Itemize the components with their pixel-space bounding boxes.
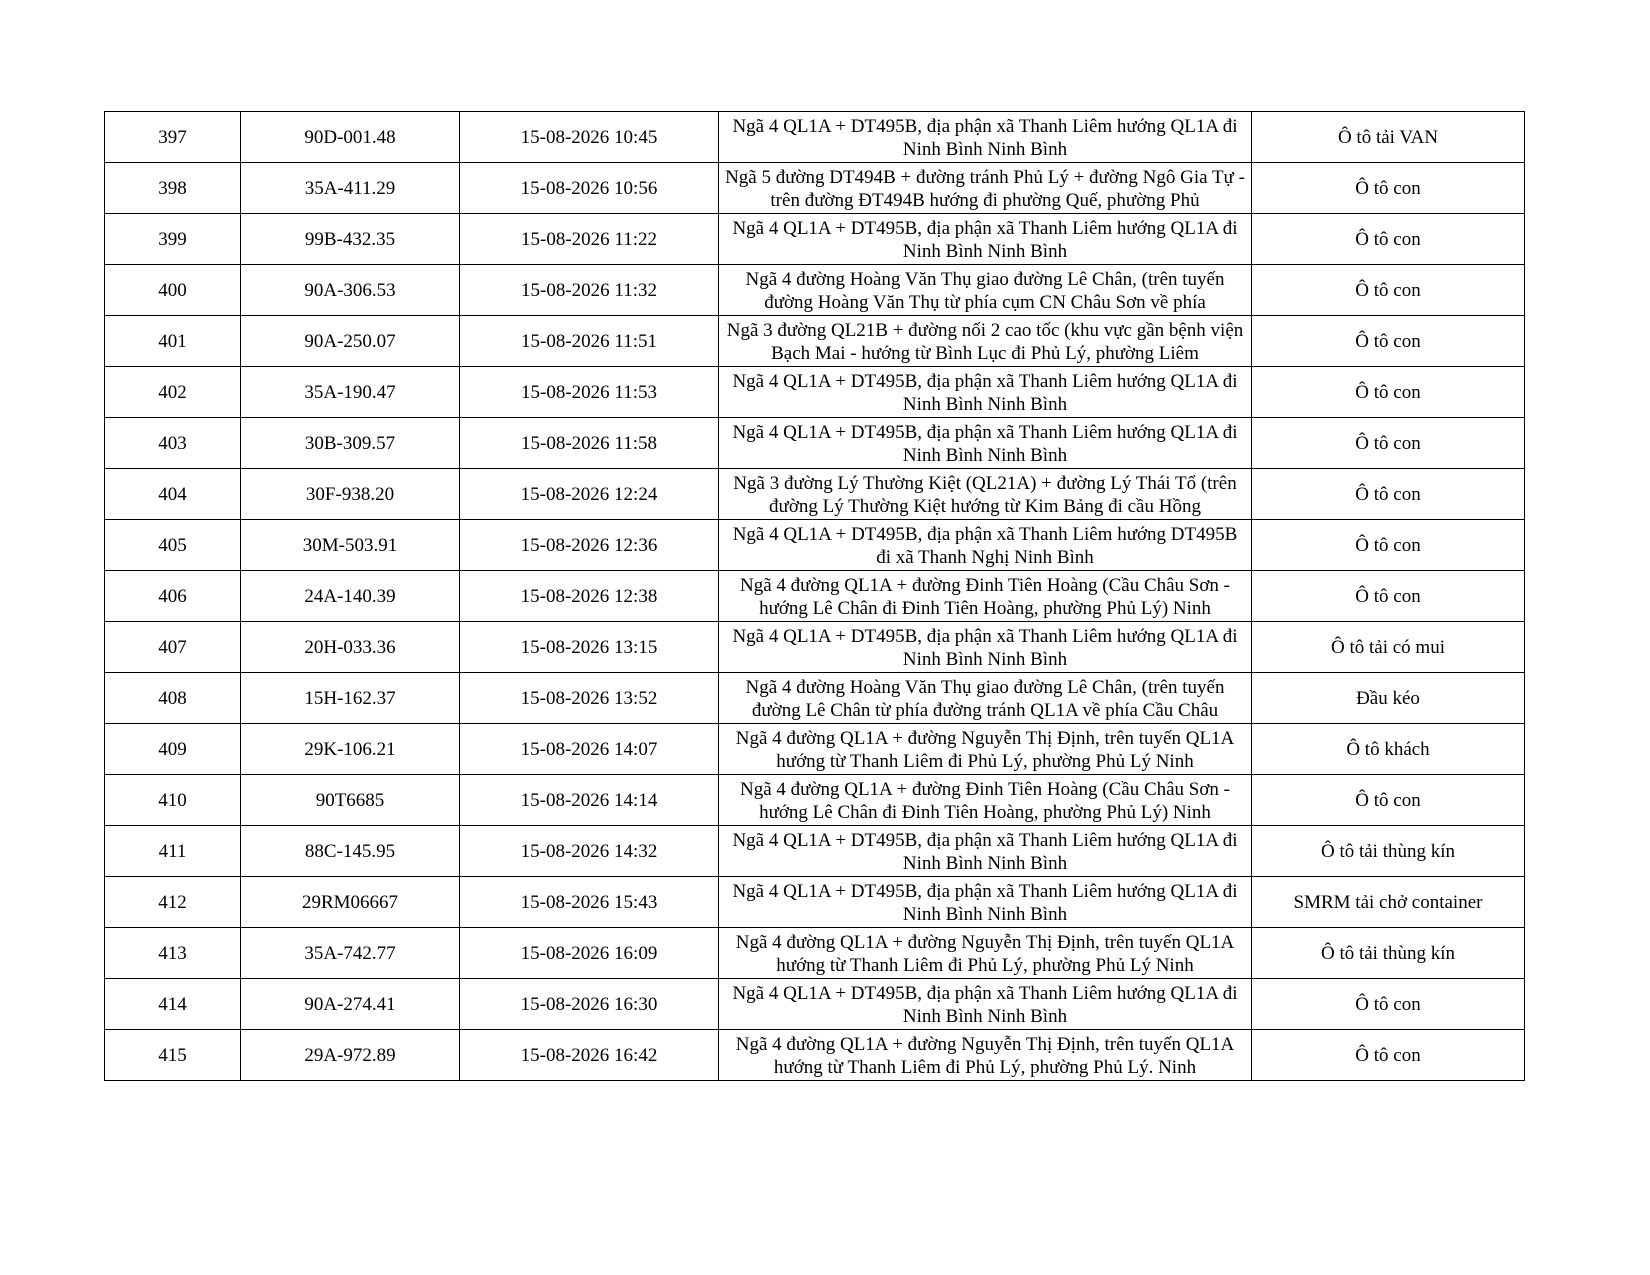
vehicle-type-cell: Ô tô con xyxy=(1252,214,1525,265)
row-number-cell: 398 xyxy=(105,163,241,214)
location-text: Ngã 4 QL1A + DT495B, địa phận xã Thanh Liêm hướng QL1A đi Ninh Bình Ninh Bình xyxy=(732,830,1238,874)
vehicle-type-cell: SMRM tải chở container xyxy=(1252,877,1525,928)
table-row xyxy=(105,418,1525,469)
location-cell xyxy=(719,520,1252,571)
license-plate-cell: 30B-309.57 xyxy=(241,418,460,469)
vehicle-type-cell: Ô tô tải thùng kín xyxy=(1252,928,1525,979)
row-number-cell: 404 xyxy=(105,469,241,520)
violation-time-cell: 15-08-2026 13:52 xyxy=(460,673,719,724)
table-row xyxy=(105,928,1525,979)
license-plate-cell: 35A-411.29 xyxy=(241,163,460,214)
table-row xyxy=(105,265,1525,316)
violation-time-cell: 15-08-2026 11:22 xyxy=(460,214,719,265)
license-plate-cell: 30F-938.20 xyxy=(241,469,460,520)
violations-table xyxy=(104,111,1525,1081)
location-text: Ngã 4 QL1A + DT495B, địa phận xã Thanh Liêm hướng QL1A đi Ninh Bình Ninh Bình xyxy=(732,116,1238,160)
vehicle-type-cell: Ô tô con xyxy=(1252,163,1525,214)
table-row xyxy=(105,826,1525,877)
violation-time-cell: 15-08-2026 13:15 xyxy=(460,622,719,673)
table-row xyxy=(105,520,1525,571)
violation-time-cell: 15-08-2026 16:30 xyxy=(460,979,719,1030)
license-plate-cell: 90A-250.07 xyxy=(241,316,460,367)
row-number-cell: 403 xyxy=(105,418,241,469)
violation-time-cell: 15-08-2026 16:09 xyxy=(460,928,719,979)
row-number-cell: 405 xyxy=(105,520,241,571)
location-cell xyxy=(719,622,1252,673)
row-number-cell: 415 xyxy=(105,1030,241,1081)
violation-time-cell: 15-08-2026 14:07 xyxy=(460,724,719,775)
license-plate-cell: 29RM06667 xyxy=(241,877,460,928)
location-text: Ngã 4 đường QL1A + đường Nguyễn Thị Định, trên tuyến QL1A hướng từ Thanh Liêm đi Phủ Lý, phường Phủ Lý. Ninh xyxy=(735,1034,1235,1078)
location-cell xyxy=(719,979,1252,1030)
table-row xyxy=(105,316,1525,367)
row-number-cell: 400 xyxy=(105,265,241,316)
location-text: Ngã 4 QL1A + DT495B, địa phận xã Thanh Liêm hướng QL1A đi Ninh Bình Ninh Bình xyxy=(732,881,1238,925)
location-text: Ngã 3 đường QL21B + đường nối 2 cao tốc (khu vực gần bệnh viện Bạch Mai - hướng từ Bình Lục đi Phủ Lý, phường Liêm xyxy=(726,320,1244,364)
location-cell xyxy=(719,724,1252,775)
row-number-cell: 399 xyxy=(105,214,241,265)
table-row xyxy=(105,163,1525,214)
table-row xyxy=(105,1030,1525,1081)
violation-time-cell: 15-08-2026 12:38 xyxy=(460,571,719,622)
license-plate-cell: 20H-033.36 xyxy=(241,622,460,673)
vehicle-type-cell: Ô tô con xyxy=(1252,367,1525,418)
location-text: Ngã 4 đường QL1A + đường Nguyễn Thị Định, trên tuyến QL1A hướng từ Thanh Liêm đi Phủ Lý, phường Phủ Lý Ninh xyxy=(735,728,1235,772)
violation-time-cell: 15-08-2026 12:36 xyxy=(460,520,719,571)
row-number-cell: 402 xyxy=(105,367,241,418)
table-row xyxy=(105,877,1525,928)
row-number-cell: 408 xyxy=(105,673,241,724)
violation-time-cell: 15-08-2026 15:43 xyxy=(460,877,719,928)
location-cell xyxy=(719,571,1252,622)
vehicle-type-cell: Ô tô con xyxy=(1252,316,1525,367)
row-number-cell: 401 xyxy=(105,316,241,367)
vehicle-type-cell: Đầu kéo xyxy=(1252,673,1525,724)
location-cell xyxy=(719,877,1252,928)
violation-time-cell: 15-08-2026 14:32 xyxy=(460,826,719,877)
license-plate-cell: 90D-001.48 xyxy=(241,112,460,163)
location-text: Ngã 4 QL1A + DT495B, địa phận xã Thanh Liêm hướng DT495B đi xã Thanh Nghị Ninh Bình xyxy=(732,524,1238,568)
row-number-cell: 409 xyxy=(105,724,241,775)
row-number-cell: 407 xyxy=(105,622,241,673)
row-number-cell: 410 xyxy=(105,775,241,826)
violation-time-cell: 15-08-2026 11:53 xyxy=(460,367,719,418)
vehicle-type-cell: Ô tô tải VAN xyxy=(1252,112,1525,163)
license-plate-cell: 30M-503.91 xyxy=(241,520,460,571)
location-text: Ngã 4 QL1A + DT495B, địa phận xã Thanh Liêm hướng QL1A đi Ninh Bình Ninh Bình xyxy=(732,218,1238,262)
violation-time-cell: 15-08-2026 11:32 xyxy=(460,265,719,316)
location-text: Ngã 4 đường QL1A + đường Đinh Tiên Hoàng (Cầu Châu Sơn - hướng Lê Chân đi Đinh Tiên Hoàng, phường Phủ Lý) Ninh xyxy=(739,779,1230,823)
row-number-cell: 412 xyxy=(105,877,241,928)
table-row xyxy=(105,979,1525,1030)
vehicle-type-cell: Ô tô con xyxy=(1252,775,1525,826)
row-number-cell: 397 xyxy=(105,112,241,163)
table-row xyxy=(105,214,1525,265)
license-plate-cell: 35A-742.77 xyxy=(241,928,460,979)
violation-time-cell: 15-08-2026 14:14 xyxy=(460,775,719,826)
license-plate-cell: 90T6685 xyxy=(241,775,460,826)
location-text: Ngã 4 đường QL1A + đường Đinh Tiên Hoàng (Cầu Châu Sơn - hướng Lê Chân đi Đinh Tiên Hoàng, phường Phủ Lý) Ninh xyxy=(739,575,1230,619)
location-cell xyxy=(719,469,1252,520)
license-plate-cell: 24A-140.39 xyxy=(241,571,460,622)
license-plate-cell: 99B-432.35 xyxy=(241,214,460,265)
vehicle-type-cell: Ô tô con xyxy=(1252,1030,1525,1081)
location-cell xyxy=(719,928,1252,979)
vehicle-type-cell: Ô tô con xyxy=(1252,418,1525,469)
location-cell xyxy=(719,214,1252,265)
license-plate-cell: 90A-306.53 xyxy=(241,265,460,316)
location-cell xyxy=(719,112,1252,163)
vehicle-type-cell: Ô tô con xyxy=(1252,265,1525,316)
license-plate-cell: 35A-190.47 xyxy=(241,367,460,418)
license-plate-cell: 15H-162.37 xyxy=(241,673,460,724)
location-text: Ngã 3 đường Lý Thường Kiệt (QL21A) + đường Lý Thái Tổ (trên đường Lý Thường Kiệt hướng từ Kim Bảng đi cầu Hồng xyxy=(733,473,1237,517)
license-plate-cell: 88C-145.95 xyxy=(241,826,460,877)
violation-time-cell: 15-08-2026 11:58 xyxy=(460,418,719,469)
location-cell xyxy=(719,1030,1252,1081)
table-row xyxy=(105,673,1525,724)
violation-time-cell: 15-08-2026 12:24 xyxy=(460,469,719,520)
table-row xyxy=(105,571,1525,622)
location-cell xyxy=(719,316,1252,367)
vehicle-type-cell: Ô tô con xyxy=(1252,571,1525,622)
table-row xyxy=(105,622,1525,673)
location-cell xyxy=(719,163,1252,214)
location-cell xyxy=(719,775,1252,826)
vehicle-type-cell: Ô tô tải có mui xyxy=(1252,622,1525,673)
table-row xyxy=(105,367,1525,418)
row-number-cell: 413 xyxy=(105,928,241,979)
vehicle-type-cell: Ô tô con xyxy=(1252,520,1525,571)
violation-time-cell: 15-08-2026 16:42 xyxy=(460,1030,719,1081)
table-row xyxy=(105,775,1525,826)
license-plate-cell: 29A-972.89 xyxy=(241,1030,460,1081)
location-text: Ngã 4 đường QL1A + đường Nguyễn Thị Định, trên tuyến QL1A hướng từ Thanh Liêm đi Phủ Lý, phường Phủ Lý Ninh xyxy=(735,932,1235,976)
location-cell xyxy=(719,673,1252,724)
location-text: Ngã 4 QL1A + DT495B, địa phận xã Thanh Liêm hướng QL1A đi Ninh Bình Ninh Bình xyxy=(732,371,1238,415)
table-row xyxy=(105,112,1525,163)
location-text: Ngã 4 đường Hoàng Văn Thụ giao đường Lê Chân, (trên tuyến đường Hoàng Văn Thụ từ phía cụm CN Châu Sơn về phía xyxy=(745,269,1225,313)
location-text: Ngã 4 QL1A + DT495B, địa phận xã Thanh Liêm hướng QL1A đi Ninh Bình Ninh Bình xyxy=(732,983,1238,1027)
violation-time-cell: 15-08-2026 11:51 xyxy=(460,316,719,367)
location-cell xyxy=(719,367,1252,418)
license-plate-cell: 90A-274.41 xyxy=(241,979,460,1030)
location-text: Ngã 4 QL1A + DT495B, địa phận xã Thanh Liêm hướng QL1A đi Ninh Bình Ninh Bình xyxy=(732,626,1238,670)
location-text: Ngã 4 QL1A + DT495B, địa phận xã Thanh Liêm hướng QL1A đi Ninh Bình Ninh Bình xyxy=(732,422,1238,466)
location-text: Ngã 4 đường Hoàng Văn Thụ giao đường Lê Chân, (trên tuyến đường Lê Chân từ phía đường tránh QL1A về phía Cầu Châu xyxy=(745,677,1225,721)
vehicle-type-cell: Ô tô con xyxy=(1252,979,1525,1030)
table-body xyxy=(105,112,1525,1081)
vehicle-type-cell: Ô tô khách xyxy=(1252,724,1525,775)
table-row xyxy=(105,724,1525,775)
row-number-cell: 411 xyxy=(105,826,241,877)
location-cell xyxy=(719,826,1252,877)
violation-time-cell: 15-08-2026 10:56 xyxy=(460,163,719,214)
location-cell xyxy=(719,418,1252,469)
vehicle-type-cell: Ô tô con xyxy=(1252,469,1525,520)
location-cell xyxy=(719,265,1252,316)
row-number-cell: 414 xyxy=(105,979,241,1030)
table-row xyxy=(105,469,1525,520)
license-plate-cell: 29K-106.21 xyxy=(241,724,460,775)
vehicle-type-cell: Ô tô tải thùng kín xyxy=(1252,826,1525,877)
violation-time-cell: 15-08-2026 10:45 xyxy=(460,112,719,163)
location-text: Ngã 5 đường DT494B + đường tránh Phủ Lý + đường Ngô Gia Tự - trên đường ĐT494B hướng đi phường Quế, phường Phủ xyxy=(725,167,1245,211)
row-number-cell: 406 xyxy=(105,571,241,622)
